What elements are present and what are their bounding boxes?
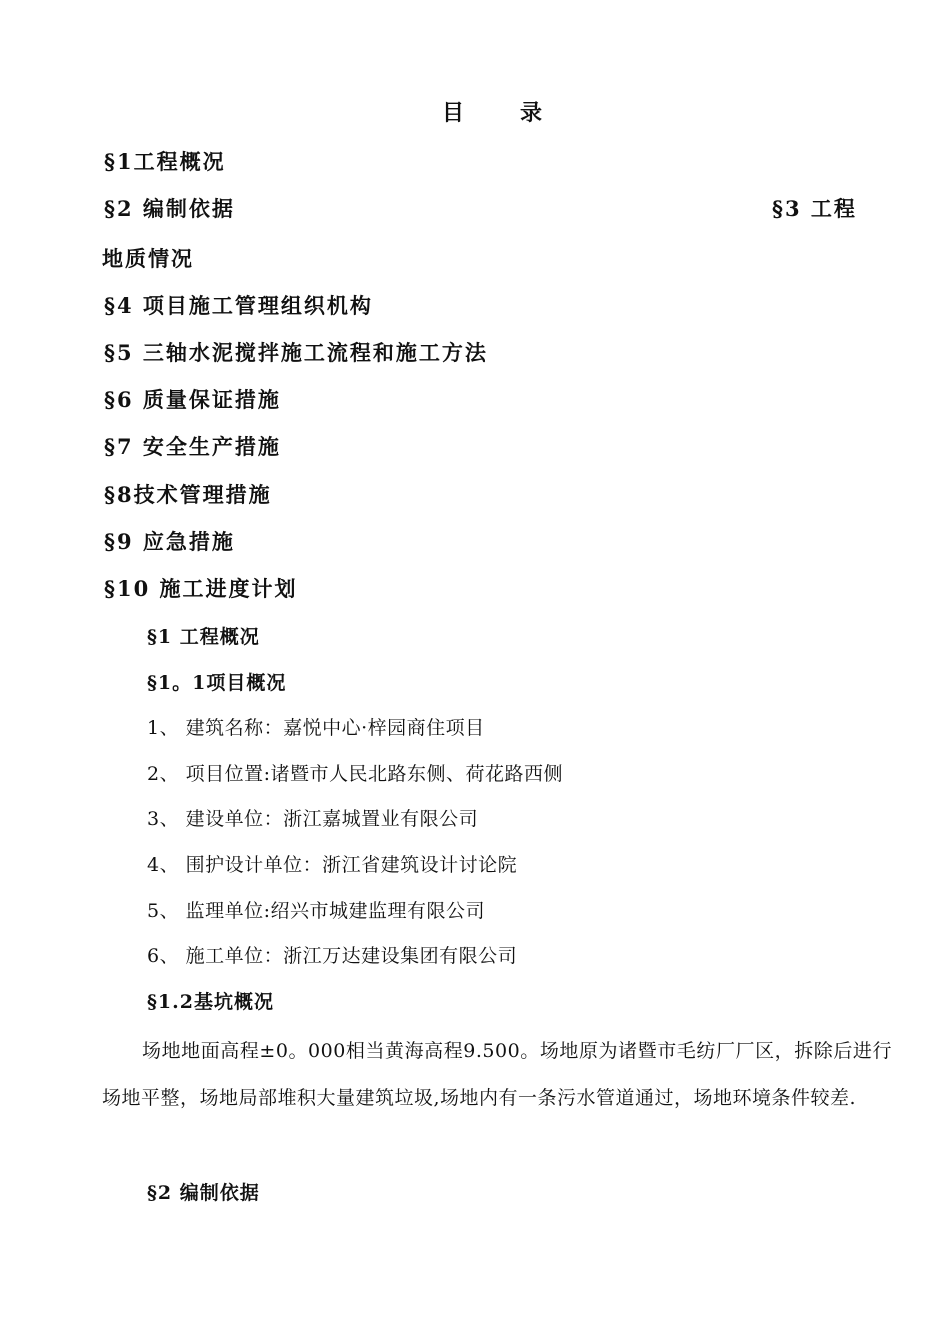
toc-entry-10[interactable]: §10 施工进度计划 (104, 576, 298, 601)
toc-entry-3-continued[interactable]: 地质情况 (102, 246, 194, 271)
project-item: 2、 项目位置:诸暨市人民北路东侧、荷花路西侧 (147, 763, 564, 785)
project-item: 3、 建设单位：浙江嘉城置业有限公司 (147, 808, 479, 830)
toc-title (442, 96, 543, 127)
section-1-2-heading: §1.2基坑概况 (147, 991, 274, 1013)
toc-entry-5[interactable]: §5 三轴水泥搅拌施工流程和施工方法 (104, 340, 488, 365)
toc-entry-8[interactable]: §8技术管理措施 (104, 482, 272, 507)
toc-title-right: 录 (520, 100, 544, 126)
site-overview-paragraph: 场地地面高程±0。000相当黄海高程9.500。场地原为诸暨市毛纺厂厂区，拆除后进行场地平整，场地局部堆积大量建筑垃圾,场地内有一条污水管道通过，场地环境条件较差. (102, 1040, 892, 1109)
section-1-heading: §1 工程概况 (147, 626, 260, 648)
project-item: 4、 围护设计单位：浙江省建筑设计讨论院 (147, 854, 518, 876)
toc-entry-9[interactable]: §9 应急措施 (104, 529, 235, 554)
toc-entry-6[interactable]: §6 质量保证措施 (104, 387, 281, 412)
toc-entry-1[interactable]: §1工程概况 (104, 149, 226, 174)
section-1-1-heading: §1。1项目概况 (147, 672, 287, 694)
project-item: 1、 建筑名称：嘉悦中心·梓园商住项目 (147, 717, 485, 739)
project-item: 5、 监理单位:绍兴市城建监理有限公司 (147, 900, 486, 922)
section-2-heading: §2 编制依据 (147, 1182, 260, 1204)
toc-entry-7[interactable]: §7 安全生产措施 (104, 434, 281, 459)
project-item: 6、 施工单位：浙江万达建设集团有限公司 (147, 945, 518, 967)
toc-entry-2[interactable]: §2 编制依据 (104, 196, 235, 221)
toc-entry-4[interactable]: §4 项目施工管理组织机构 (104, 293, 373, 318)
toc-entry-3[interactable]: §3 工程 (772, 196, 857, 221)
toc-title-left: 目 (442, 100, 466, 126)
